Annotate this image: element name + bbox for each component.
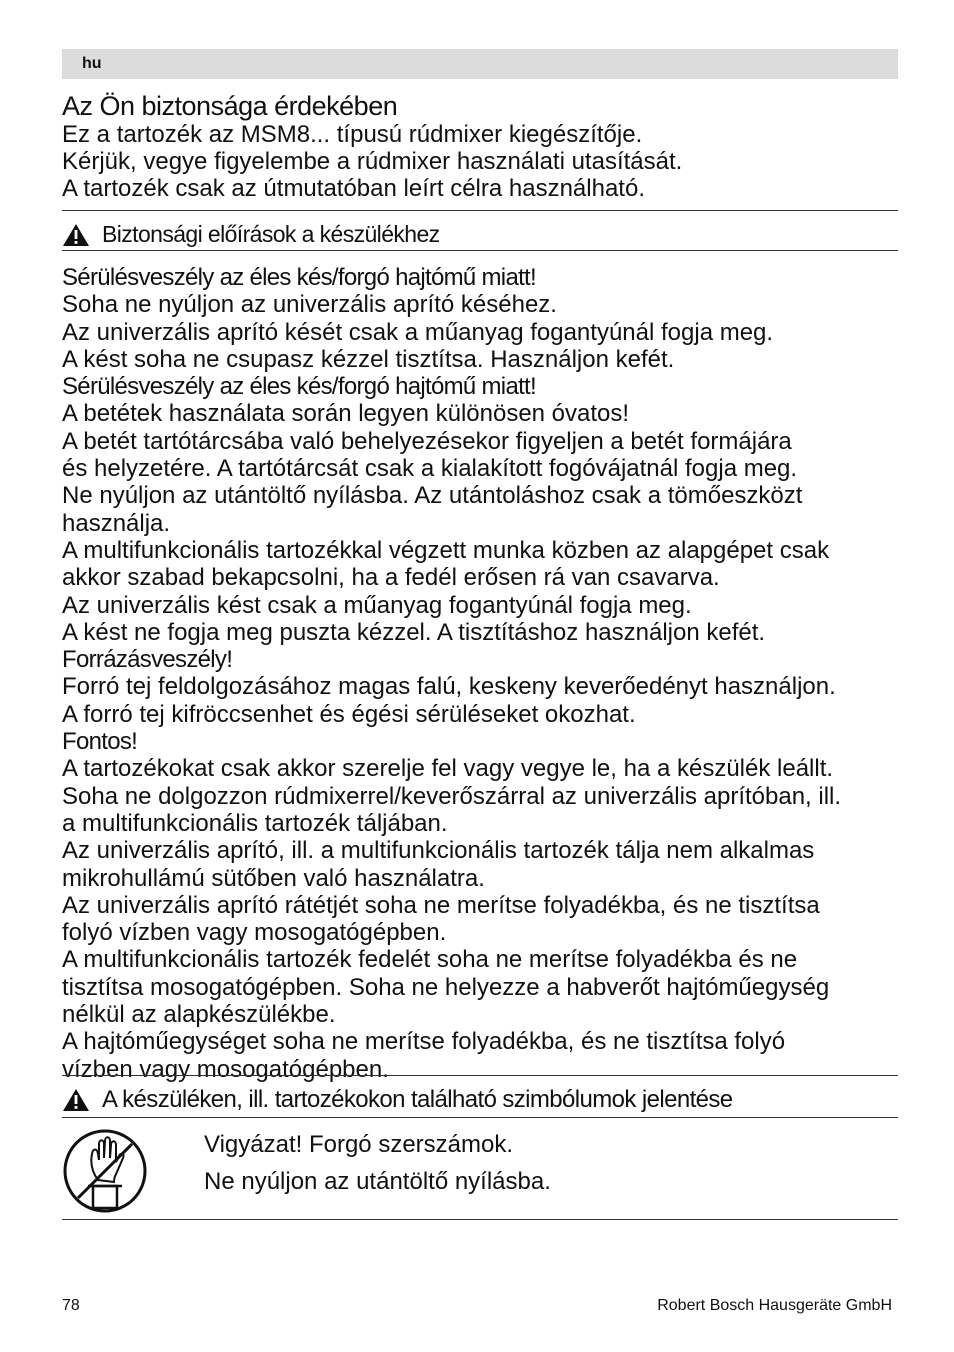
no-hand-in-feed-tube-icon	[62, 1128, 148, 1214]
warning-icon	[62, 1088, 90, 1112]
symbols-heading-label: A készüléken, ill. tartozékokon található szimbólumok jelentése	[102, 1086, 733, 1113]
symbol-line: Vigyázat! Forgó szerszámok.	[204, 1131, 514, 1158]
hazard-heading: Fontos!	[62, 728, 138, 756]
instruction-line: Az univerzális aprító rátétjét soha ne merítse folyadékba, és ne tisztítsa	[62, 891, 820, 919]
hazard-heading: Forrázásveszély!	[62, 646, 233, 674]
safety-heading	[62, 221, 898, 248]
divider	[62, 210, 898, 211]
instruction-line: mikrohullámú sütőben való használatra.	[62, 864, 485, 892]
instruction-line: használja.	[62, 509, 171, 537]
instruction-line: nélkül az alapkészülékbe.	[62, 1001, 336, 1029]
instruction-line: A betétek használata során legyen különösen óvatos!	[62, 400, 630, 428]
divider	[62, 250, 898, 251]
intro-paragraph	[62, 121, 682, 202]
intro-line: A tartozék csak az útmutatóban leírt célra használható.	[62, 175, 645, 202]
instruction-line: A tartozékokat csak akkor szerelje fel vagy vegye le, ha a készülék leállt.	[62, 755, 834, 783]
safety-heading-label: Biztonsági előírások a készülékhez	[102, 221, 440, 247]
instruction-line: A multifunkcionális tartozék fedelét soha ne merítse folyadékba és ne	[62, 946, 798, 974]
hazard-heading: Sérülésveszély az éles kés/forgó hajtómű miatt!	[62, 373, 536, 401]
instruction-line: folyó vízben vagy mosogatógépben.	[62, 919, 447, 947]
safety-instructions	[62, 264, 902, 1083]
instruction-line: A hajtóműegységet soha ne merítse folyadékba, és ne tisztítsa folyó	[62, 1028, 786, 1056]
divider	[62, 1075, 898, 1076]
instruction-line: Ne nyúljon az utántöltő nyílásba. Az utántoláshoz csak a tömőeszközt	[62, 482, 803, 510]
instruction-line: vízben vagy mosogatógépben.	[62, 1055, 389, 1083]
hazard-heading: Sérülésveszély az éles kés/forgó hajtómű miatt!	[62, 264, 536, 291]
divider	[62, 1219, 898, 1220]
instruction-line: akkor szabad bekapcsolni, ha a fedél erősen rá van csavarva.	[62, 564, 720, 592]
page-title: Az Ön biztonsága érdekében	[62, 91, 398, 121]
language-label: hu	[82, 55, 102, 72]
instruction-line: tisztítsa mosogatógépben. Soha ne helyezze a habverőt hajtóműegység	[62, 973, 830, 1001]
instruction-line: Az univerzális aprító, ill. a multifunkcionális tartozék tálja nem alkalmas	[62, 837, 815, 865]
company-name: Robert Bosch Hausgeräte GmbH	[657, 1297, 892, 1314]
instruction-line: Soha ne dolgozzon rúdmixerrel/keverőszárral az univerzális aprítóban, ill.	[62, 782, 842, 810]
instruction-line: A multifunkcionális tartozékkal végzett munka közben az alapgépet csak	[62, 536, 830, 564]
symbols-heading	[62, 1086, 898, 1114]
instruction-line: Az univerzális kést csak a műanyag fogantyúnál fogja meg.	[62, 591, 692, 619]
instruction-line: Az univerzális aprító kését csak a műanyag fogantyúnál fogja meg.	[62, 318, 774, 346]
symbol-description	[204, 1126, 551, 1200]
instruction-line: A kést soha ne csupasz kézzel tisztítsa. Használjon kefét.	[62, 345, 675, 373]
instruction-line: és helyzetére. A tartótárcsát csak a kialakított fogóvájatnál fogja meg.	[62, 455, 798, 483]
instruction-line: A kést ne fogja meg puszta kézzel. A tisztításhoz használjon kefét.	[62, 618, 766, 646]
warning-icon	[62, 223, 90, 247]
intro-line: Kérjük, vegye figyelembe a rúdmixer használati utasítását.	[62, 148, 683, 175]
instruction-line: Forró tej feldolgozásához magas falú, keskeny keverőedényt használjon.	[62, 673, 836, 701]
instruction-line: A betét tartótárcsába való behelyezésekor figyeljen a betét formájára	[62, 427, 792, 455]
page-number: 78	[62, 1297, 80, 1314]
divider	[62, 1117, 898, 1118]
instruction-line: A forró tej kifröccsenhet és égési sérüléseket okozhat.	[62, 700, 636, 728]
symbol-line: Ne nyúljon az utántöltő nyílásba.	[204, 1168, 551, 1195]
instruction-line: a multifunkcionális tartozék táljában.	[62, 809, 448, 837]
instruction-line: Soha ne nyúljon az univerzális aprító késéhez.	[62, 291, 557, 319]
intro-line: Ez a tartozék az MSM8... típusú rúdmixer kiegészítője.	[62, 121, 643, 148]
language-bar	[62, 49, 898, 79]
symbol-row	[62, 1122, 898, 1218]
